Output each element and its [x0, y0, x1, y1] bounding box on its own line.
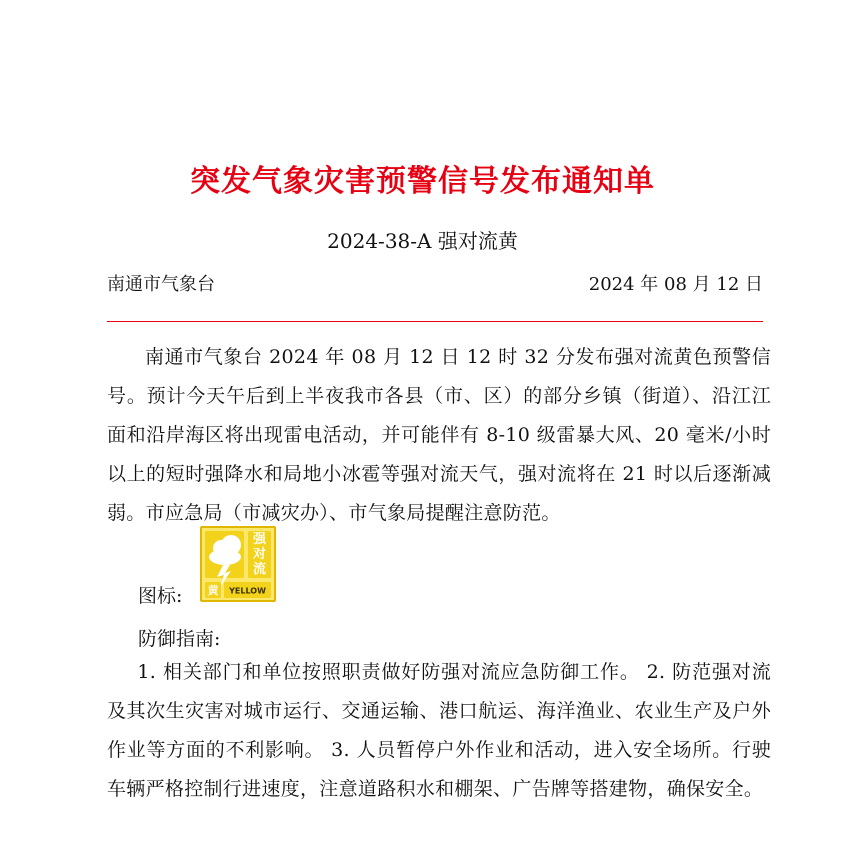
icon-footer-text: YELLOW [229, 586, 266, 596]
severe-convection-yellow-warning-icon [200, 526, 276, 602]
icon-type-char-3: 流 [252, 562, 267, 577]
issuing-agency: 南通市气象台 [107, 274, 215, 295]
icon-type-char-2: 对 [252, 547, 267, 562]
defense-guide-heading: 防御指南: [138, 628, 221, 650]
icon-label: 图标: [138, 585, 183, 607]
defense-guide-text: 1. 相关部门和单位按照职责做好防强对流应急防御工作。 2. 防范强对流及其次生灾害对城市运行、交通运输、港口航运、海洋渔业、农业生产及户外作业等方面的不利影响。 3. 人员暂停户外作业和活动，进入安全场所。行驶车辆严格控制行进速度，注意道路积水和棚架、广告牌等搭建物，确保安全。 [107, 661, 771, 800]
icon-color-char: 黄 [207, 584, 219, 597]
notice-title: 突发气象灾害预警信号发布通知单 [190, 164, 655, 199]
issue-date: 2024 年 08 月 12 日 [588, 274, 763, 295]
red-divider [107, 321, 763, 322]
warning-body-text: 南通市气象台 2024 年 08 月 12 日 12 时 32 分发布强对流黄色预警信号。预计今天午后到上半夜我市各县（市、区）的部分乡镇（街道）、沿江江面和沿岸海区将出现雷电活动，并可能伴有 8-10 级雷暴大风、20 毫米/小时以上的短时强降水和局地小冰雹等强对流天气，强对流将在 21 时以后逐渐减弱。市应急局（市减灾办）、市气象局提醒注意防范。 [107, 346, 771, 524]
cloud-body [209, 549, 241, 565]
document-number: 2024-38-A 强对流黄 [327, 229, 518, 253]
icon-type-char-1: 强 [252, 532, 267, 547]
